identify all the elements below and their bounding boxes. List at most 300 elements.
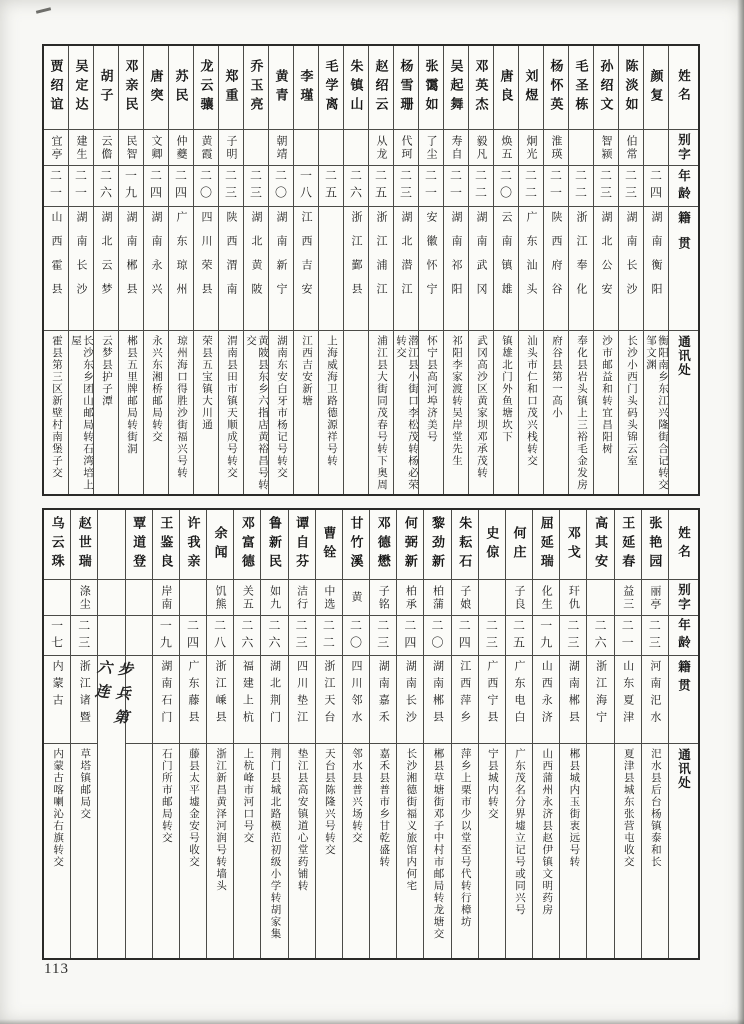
- person-column: [643, 46, 668, 494]
- person-address-cell: [469, 331, 493, 494]
- person-age: 二四: [457, 618, 472, 653]
- person-address: 江西吉安新塘: [301, 335, 312, 407]
- person-age-cell: [144, 166, 168, 207]
- person-origin: 湖北潜江: [400, 211, 412, 307]
- person-alias-cell: [169, 130, 193, 166]
- person-column: [233, 510, 260, 958]
- person-name: 陈淡如: [623, 59, 639, 116]
- header-address-cell: [669, 744, 698, 958]
- person-alias-cell: [424, 580, 450, 616]
- person-name: 鲁新民: [267, 516, 282, 573]
- person-address: 湖南东安白牙市杨记号转交: [276, 335, 287, 479]
- person-name: 郑重: [223, 68, 239, 107]
- person-age-cell: [424, 616, 450, 656]
- person-name: 刘煜: [523, 68, 539, 107]
- person-age-cell: [219, 166, 243, 207]
- person-age-cell: [615, 616, 641, 656]
- person-age: 二四: [402, 618, 417, 653]
- person-age-cell: [479, 616, 505, 656]
- person-name: 唐良: [498, 68, 514, 107]
- person-address: 石门所市邮局转交: [160, 748, 172, 844]
- person-origin-cell: [369, 207, 393, 331]
- person-alias: 毅凡: [475, 134, 487, 161]
- person-origin: 安徽怀宁: [425, 211, 437, 307]
- person-alias-cell: [419, 130, 443, 166]
- person-origin: 广西宁县: [485, 660, 498, 728]
- person-name: 胡子: [98, 68, 114, 107]
- person-alias: 柏蒲: [431, 584, 444, 611]
- person-origin-cell: [180, 656, 206, 744]
- person-origin-cell: [44, 656, 70, 744]
- person-origin-cell: [194, 207, 218, 331]
- person-column: [451, 510, 478, 958]
- person-age: 二二: [473, 169, 488, 203]
- person-age-cell: [194, 166, 218, 207]
- person-origin-cell: [44, 207, 68, 331]
- person-address: 邻水县普兴场转交: [351, 748, 363, 844]
- header-name-label: 姓名: [676, 526, 691, 563]
- person-alias: 子良: [513, 584, 526, 611]
- person-address-cell: [98, 744, 124, 958]
- person-age: 二四: [185, 618, 200, 653]
- person-origin-cell: [144, 207, 168, 331]
- person-address-cell: [234, 744, 260, 958]
- person-age: 二〇: [348, 618, 363, 653]
- person-name: 邓亲民: [123, 59, 139, 116]
- person-alias-cell: [98, 580, 124, 616]
- person-name-cell: [261, 510, 287, 580]
- person-alias-cell: [180, 580, 206, 616]
- person-column: [418, 46, 443, 494]
- person-origin: 四川邻水: [350, 660, 363, 728]
- person-column: [586, 510, 613, 958]
- person-column: [93, 46, 118, 494]
- person-origin-cell: [370, 656, 396, 744]
- person-address: 浦江县大街同茂春号转下奥周: [376, 335, 387, 491]
- person-alias-cell: [533, 580, 559, 616]
- person-name-cell: [642, 510, 668, 580]
- person-origin-cell: [519, 207, 543, 331]
- person-alias-cell: [344, 130, 368, 166]
- person-address-cell: [269, 331, 293, 494]
- person-alias: 如九: [268, 584, 281, 611]
- person-alias-cell: [289, 580, 315, 616]
- header-name-label: 姓名: [676, 69, 691, 106]
- person-name-cell: [126, 510, 152, 580]
- person-address: 黄陂县东乡六指店黄裕昌号转交: [245, 335, 268, 491]
- person-name: 吴定达: [73, 59, 89, 116]
- person-column: [369, 510, 396, 958]
- person-alias: 柏承: [404, 584, 417, 611]
- person-origin: 山西霍县: [50, 211, 62, 307]
- person-alias: 文卿: [150, 134, 162, 161]
- person-alias-cell: [234, 580, 260, 616]
- header-alias-label: 别字: [676, 133, 691, 162]
- person-address: 府谷县第一高小: [551, 335, 562, 419]
- person-address-cell: [394, 331, 418, 494]
- person-name-cell: [289, 510, 315, 580]
- person-origin: 广东汕头: [525, 211, 537, 307]
- person-origin-cell: [419, 207, 443, 331]
- person-name-cell: [219, 46, 243, 130]
- person-origin-cell: [169, 207, 193, 331]
- person-name: 毛学离: [323, 59, 339, 116]
- person-column: [168, 46, 193, 494]
- person-age: 二二: [321, 618, 336, 653]
- person-age: 二六: [239, 618, 254, 653]
- person-address: 夏津县城东张营屯收交: [622, 748, 634, 868]
- person-name: 黎劲新: [430, 516, 446, 573]
- person-alias-cell: [469, 130, 493, 166]
- person-name-cell: [444, 46, 468, 130]
- person-column: [44, 46, 68, 494]
- person-origin: 广东琼州: [175, 211, 187, 307]
- person-origin-cell: [207, 656, 233, 744]
- person-column: [593, 46, 618, 494]
- person-origin: 浙江海宁: [594, 660, 607, 728]
- person-address-cell: [569, 331, 593, 494]
- person-origin: 四川垫江: [295, 660, 308, 728]
- person-alias-cell: [219, 130, 243, 166]
- person-origin: 湖南长沙: [75, 211, 87, 307]
- person-name-cell: [452, 510, 478, 580]
- person-column: [293, 46, 318, 494]
- person-name: 毛圣栋: [573, 59, 589, 116]
- person-age: 二八: [212, 618, 227, 653]
- person-alias-cell: [452, 580, 478, 616]
- person-origin: 陕西府谷: [550, 211, 562, 307]
- person-address-cell: [180, 744, 206, 958]
- person-origin: 浙江嵊县: [214, 660, 227, 728]
- person-address-cell: [587, 744, 613, 958]
- person-age-cell: [419, 166, 443, 207]
- person-origin-cell: [344, 207, 368, 331]
- person-address-cell: [444, 331, 468, 494]
- person-address-cell: [343, 744, 369, 958]
- person-alias-cell: [207, 580, 233, 616]
- person-column: [260, 510, 287, 958]
- person-alias-cell: [194, 130, 218, 166]
- header-address-label: 通讯处: [676, 335, 691, 377]
- person-age-cell: [494, 166, 518, 207]
- person-origin-cell: [533, 656, 559, 744]
- person-address-cell: [506, 744, 532, 958]
- header-column: [668, 46, 698, 494]
- header-age-cell: [669, 616, 698, 656]
- person-alias: 化生: [540, 584, 553, 611]
- person-address: 广东茂名分界墟立记号或同兴号: [514, 748, 526, 916]
- header-origin-label: 籍贯: [676, 660, 691, 697]
- person-alias-cell: [587, 580, 613, 616]
- person-origin-cell: [343, 656, 369, 744]
- person-name-cell: [506, 510, 532, 580]
- person-name-cell: [424, 510, 450, 580]
- person-name-cell: [594, 46, 618, 130]
- person-name: 何弼新: [402, 516, 418, 573]
- person-name-cell: [587, 510, 613, 580]
- person-address-cell: [207, 744, 233, 958]
- person-address-cell: [69, 331, 93, 494]
- person-age: 一九: [123, 169, 138, 203]
- person-origin-cell: [506, 656, 532, 744]
- person-alias: 涤尘: [78, 584, 91, 611]
- person-name-cell: [469, 46, 493, 130]
- person-alias: 焕五: [500, 134, 512, 161]
- person-origin-cell: [261, 656, 287, 744]
- person-address-cell: [642, 744, 668, 958]
- person-alias: 朝靖: [275, 134, 287, 161]
- person-age: 二一: [448, 169, 463, 203]
- person-age-cell: [44, 616, 70, 656]
- person-address-cell: [144, 331, 168, 494]
- person-name: 张艳园: [647, 516, 663, 573]
- person-origin: 江西吉安: [300, 211, 312, 307]
- person-alias-cell: [319, 130, 343, 166]
- person-column: [568, 46, 593, 494]
- person-age-cell: [394, 166, 418, 207]
- person-name-cell: [316, 510, 342, 580]
- person-origin-cell: [619, 207, 643, 331]
- person-age-cell: [370, 616, 396, 656]
- person-origin-cell: [219, 207, 243, 331]
- person-name: 屈延瑞: [538, 516, 554, 573]
- person-column: [288, 510, 315, 958]
- person-alias-cell: [44, 580, 70, 616]
- person-name: 乔玉亮: [248, 59, 264, 116]
- person-name-cell: [619, 46, 643, 130]
- person-alias-cell: [126, 580, 152, 616]
- person-name-cell: [494, 46, 518, 130]
- person-address: 天台县陈隆兴号转交: [323, 748, 335, 856]
- person-origin: 湖南武冈: [475, 211, 487, 307]
- person-alias-cell: [369, 130, 393, 166]
- person-age-cell: [587, 616, 613, 656]
- person-name: 黄青: [273, 68, 289, 107]
- person-origin-cell: [397, 656, 423, 744]
- person-age-cell: [560, 616, 586, 656]
- person-origin-cell: [494, 207, 518, 331]
- person-alias-cell: [479, 580, 505, 616]
- person-alias-cell: [69, 130, 93, 166]
- person-column: [343, 46, 368, 494]
- scan-edge-shadow-right: [737, 0, 744, 1024]
- person-age-cell: [234, 616, 260, 656]
- person-origin: 浙江诸暨: [78, 660, 91, 728]
- person-age-cell: [344, 166, 368, 207]
- person-column: [468, 46, 493, 494]
- person-alias-cell: [94, 130, 118, 166]
- person-age-cell: [343, 616, 369, 656]
- person-origin: 陕西渭南: [225, 211, 237, 307]
- person-origin-cell: [294, 207, 318, 331]
- person-age-cell: [594, 166, 618, 207]
- person-alias: 洁行: [295, 584, 308, 611]
- person-name-cell: [94, 46, 118, 130]
- person-alias: 益三: [621, 584, 634, 611]
- person-name-cell: [153, 510, 179, 580]
- person-origin: 湖南嘉禾: [377, 660, 390, 728]
- person-address: 渭南县田市镇天顺成号转交: [226, 335, 237, 479]
- person-address-cell: [369, 331, 393, 494]
- person-age: 二三: [647, 618, 662, 653]
- person-origin: 湖南长沙: [625, 211, 637, 307]
- person-alias: 子明: [225, 134, 237, 161]
- person-column: [179, 510, 206, 958]
- header-name-cell: [669, 510, 698, 580]
- military-unit-column: [92, 510, 134, 958]
- person-alias: 代珂: [400, 134, 412, 161]
- person-name-cell: [98, 510, 124, 580]
- person-column: [342, 510, 369, 958]
- person-origin: 湖南长沙: [404, 660, 417, 728]
- person-name-cell: [269, 46, 293, 130]
- person-name: 乌云珠: [49, 516, 65, 573]
- person-name: 张霭如: [423, 59, 439, 116]
- person-alias-cell: [560, 580, 586, 616]
- person-age: 二二: [573, 169, 588, 203]
- person-alias-cell: [119, 130, 143, 166]
- person-origin-cell: [269, 207, 293, 331]
- person-age-cell: [316, 616, 342, 656]
- header-address-cell: [669, 331, 698, 494]
- header-alias-label: 别字: [676, 583, 691, 612]
- person-name-cell: [144, 46, 168, 130]
- header-age-label: 年龄: [676, 168, 691, 204]
- header-alias-cell: [669, 580, 698, 616]
- person-origin: 浙江天台: [322, 660, 335, 728]
- person-address-cell: [294, 331, 318, 494]
- person-age-cell: [397, 616, 423, 656]
- person-age: 二一: [620, 618, 635, 653]
- person-name: 赵世瑞: [76, 516, 92, 573]
- person-address: 垫江县高安镇道心堂药铺转: [296, 748, 308, 892]
- person-address: 琼州海口得胜沙街福兴号转: [176, 335, 187, 479]
- person-address-cell: [319, 331, 343, 494]
- person-name-cell: [207, 510, 233, 580]
- person-origin: 湖北荆门: [268, 660, 281, 728]
- person-age: 二二: [523, 169, 538, 203]
- person-age-cell: [533, 616, 559, 656]
- person-alias-cell: [71, 580, 97, 616]
- person-name: 吴起舞: [448, 59, 464, 116]
- person-address-cell: [397, 744, 423, 958]
- person-age-cell: [506, 616, 532, 656]
- person-age-cell: [269, 166, 293, 207]
- person-origin: 浙江奉化: [575, 211, 587, 307]
- person-column: [393, 46, 418, 494]
- person-alias-cell: [397, 580, 423, 616]
- person-age: 一七: [49, 618, 64, 653]
- person-address: 汕头市仁和口茂兴栈转交: [526, 335, 537, 467]
- person-age-cell: [569, 166, 593, 207]
- person-alias: 饥熊: [214, 584, 227, 611]
- person-column: [518, 46, 543, 494]
- person-column: [44, 510, 70, 958]
- person-origin-cell: [469, 207, 493, 331]
- person-age: 二六: [267, 618, 281, 653]
- person-origin-cell: [316, 656, 342, 744]
- person-address-cell: [370, 744, 396, 958]
- person-address: 郴县五里牌邮局转街洞: [126, 335, 137, 455]
- person-origin: 湖南新宁: [275, 211, 287, 307]
- person-origin: 内蒙古: [51, 660, 64, 711]
- person-name-cell: [69, 46, 93, 130]
- person-address: 奉化县岩头镇上三裕毛金发房: [576, 335, 587, 491]
- person-name-cell: [419, 46, 443, 130]
- person-alias: 玕仇: [567, 584, 580, 611]
- person-age-cell: [126, 616, 152, 656]
- person-alias-cell: [615, 580, 641, 616]
- person-name: 苏民: [173, 68, 189, 107]
- person-origin: 浙江鄞县: [350, 211, 362, 307]
- person-address: 霍县第三区新壁村南堡子交: [51, 335, 62, 479]
- person-alias: 建生: [75, 134, 87, 161]
- person-address-cell: [533, 744, 559, 958]
- person-name-cell: [180, 510, 206, 580]
- person-address-cell: [71, 744, 97, 958]
- person-column: [152, 510, 179, 958]
- header-origin-cell: [669, 207, 698, 331]
- person-alias: 仲夔: [175, 134, 187, 161]
- person-alias: 子铭: [377, 584, 390, 611]
- person-origin: 四川荣县: [200, 211, 212, 307]
- person-age-cell: [207, 616, 233, 656]
- person-origin: 湖南郴县: [567, 660, 580, 728]
- person-name: 邓富德: [239, 516, 255, 573]
- person-origin: 云南镇雄: [500, 211, 512, 307]
- person-origin: 湖北公安: [600, 211, 612, 307]
- person-name: 孙绍文: [598, 59, 614, 116]
- person-name-cell: [194, 46, 218, 130]
- person-origin-cell: [394, 207, 418, 331]
- person-origin-cell: [424, 656, 450, 744]
- person-address: 长沙东乡团山邮局转石湾培上屋: [70, 335, 93, 491]
- person-column: [368, 46, 393, 494]
- person-column: [315, 510, 342, 958]
- person-origin-cell: [234, 656, 260, 744]
- person-address: 长沙小西门头码头锦云室: [626, 335, 637, 467]
- person-name-cell: [44, 46, 68, 130]
- person-origin: 湖北云梦: [100, 211, 112, 307]
- person-name-cell: [71, 510, 97, 580]
- person-address-cell: [519, 331, 543, 494]
- person-age: 二〇: [430, 618, 445, 653]
- person-column: [206, 510, 233, 958]
- person-alias: 子娘: [458, 584, 471, 611]
- person-address-cell: [44, 331, 68, 494]
- person-address: 萍乡上栗市少以堂至号代转行樟坊: [459, 748, 471, 928]
- person-column: [641, 510, 668, 958]
- person-age: 二一: [423, 169, 438, 203]
- person-column: [614, 510, 641, 958]
- person-address: 潜江县小街口李松茂转杨必荣转交: [395, 335, 418, 491]
- person-address: 沙市邮益和转宜昌阳树: [601, 335, 612, 455]
- person-column: [443, 46, 468, 494]
- person-address-cell: [194, 331, 218, 494]
- person-name: 龙云骧: [198, 59, 214, 116]
- person-origin-cell: [644, 207, 668, 331]
- person-age: 二三: [484, 618, 499, 653]
- person-address-cell: [594, 331, 618, 494]
- person-origin-cell: [560, 656, 586, 744]
- person-address: 怀宁县高河埠济美号: [426, 335, 437, 443]
- person-alias-cell: [642, 580, 668, 616]
- person-address-cell: [219, 331, 243, 494]
- person-address-cell: [615, 744, 641, 958]
- person-origin: 福建上杭: [241, 660, 254, 728]
- person-alias: 民智: [125, 134, 137, 161]
- military-unit-annotation: 步兵第六连: [92, 658, 134, 734]
